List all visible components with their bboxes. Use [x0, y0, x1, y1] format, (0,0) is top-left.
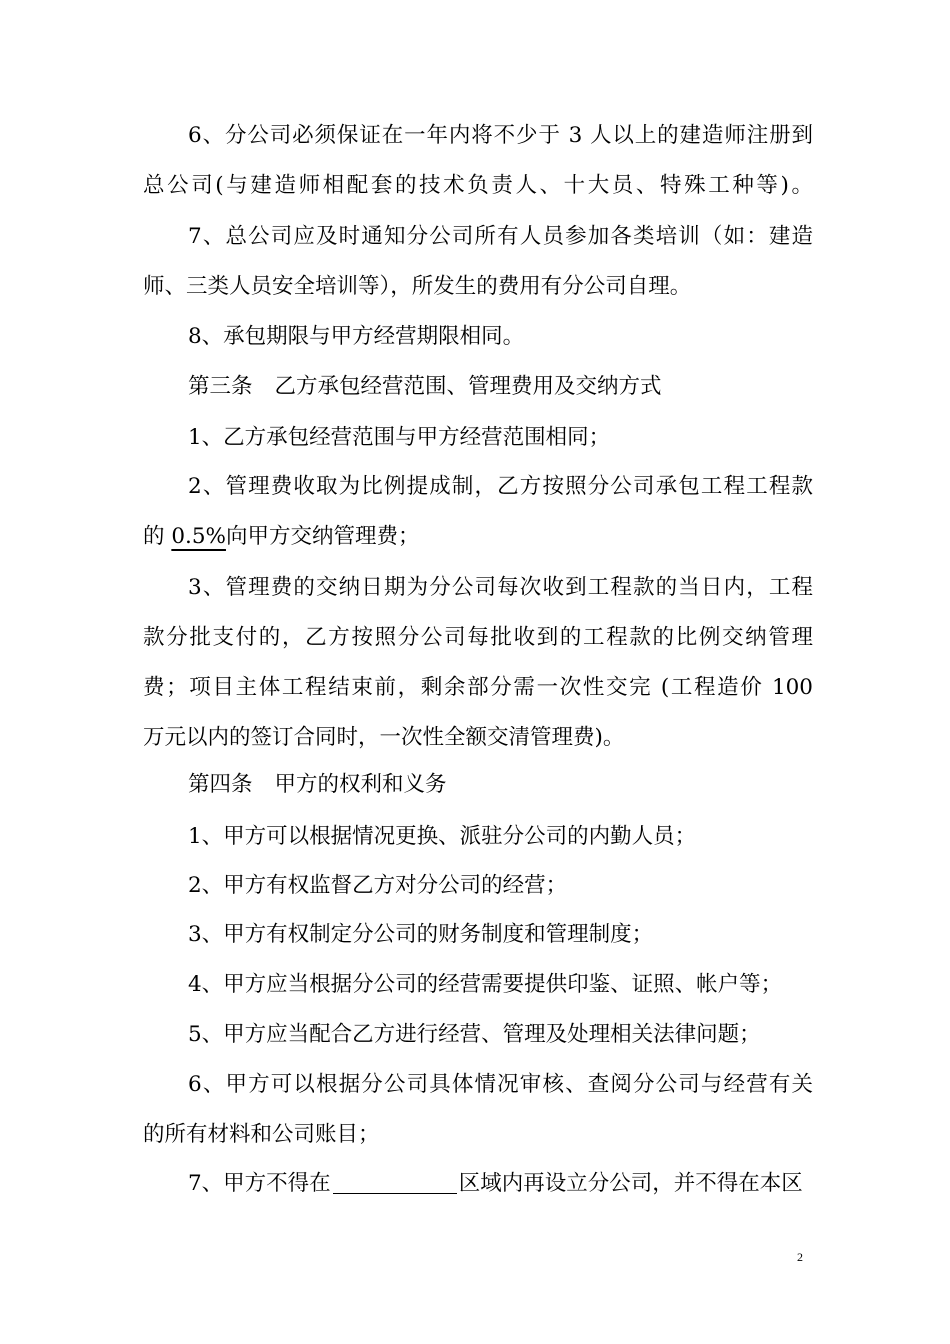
article-heading [188, 770, 813, 800]
article-title: 甲方的权利和义务 [274, 772, 447, 797]
article-title: 乙方承包经营范围、管理费用及交纳方式 [274, 374, 662, 399]
paragraph-line: 3、甲方有权制定分公司的财务制度和管理制度； [188, 922, 654, 947]
paragraph-line: 5、甲方应当配合乙方进行经营、管理及处理相关法律问题； [188, 1022, 761, 1047]
paragraph-line: 7、总公司应及时通知分公司所有人员参加各类培训（如：建造 [188, 224, 813, 249]
paragraph-line: 款分批支付的，乙方按照分公司每批收到的工程款的比例交纳管理 [143, 625, 813, 650]
paragraph-line: 师、三类人员安全培训等），所发生的费用有分公司自理。 [143, 274, 692, 299]
paragraph-line: 1、乙方承包经营范围与甲方经营范围相同； [188, 425, 611, 450]
paragraph-line: 3、管理费的交纳日期为分公司每次收到工程款的当日内，工程 [188, 575, 813, 600]
paragraph-line: 2、甲方有权监督乙方对分公司的经营； [188, 873, 568, 898]
paragraph-line: 4、甲方应当根据分公司的经营需要提供印鉴、证照、帐户等； [188, 972, 783, 997]
fee-rate-underlined: 0.5% [171, 524, 226, 549]
page-number: 2 [797, 1250, 803, 1264]
paragraph-line: 的 0.5%向甲方交纳管理费； [143, 524, 420, 549]
article-number: 第三条 [188, 374, 253, 399]
paragraph-line: 总公司(与建造师相配套的技术负责人、十大员、特殊工种等)。 [143, 173, 813, 198]
paragraph-line: 6、甲方可以根据分公司具体情况审核、查阅分公司与经营有关 [188, 1072, 813, 1097]
paragraph-line: 1、甲方可以根据情况更换、派驻分公司的内勤人员； [188, 824, 697, 849]
paragraph-line: 8、承包期限与甲方经营期限相同。 [188, 324, 525, 349]
article-heading [188, 372, 813, 402]
paragraph-line: 费；项目主体工程结束前，剩余部分需一次性交完 (工程造价 100 [143, 675, 813, 700]
article-number: 第四条 [188, 772, 253, 797]
paragraph-line: 万元以内的签订合同时，一次性全额交清管理费)。 [143, 725, 625, 750]
paragraph-line: 6、分公司必须保证在一年内将不少于 3 人以上的建造师注册到 [188, 123, 813, 148]
fill-in-blank [333, 1171, 457, 1194]
paragraph-line: 2、管理费收取为比例提成制，乙方按照分公司承包工程工程款 [188, 474, 813, 499]
paragraph-line: 的所有材料和公司账目； [143, 1122, 380, 1147]
paragraph-line: 7、甲方不得在 区域内再设立分公司，并不得在本区 [188, 1171, 803, 1196]
